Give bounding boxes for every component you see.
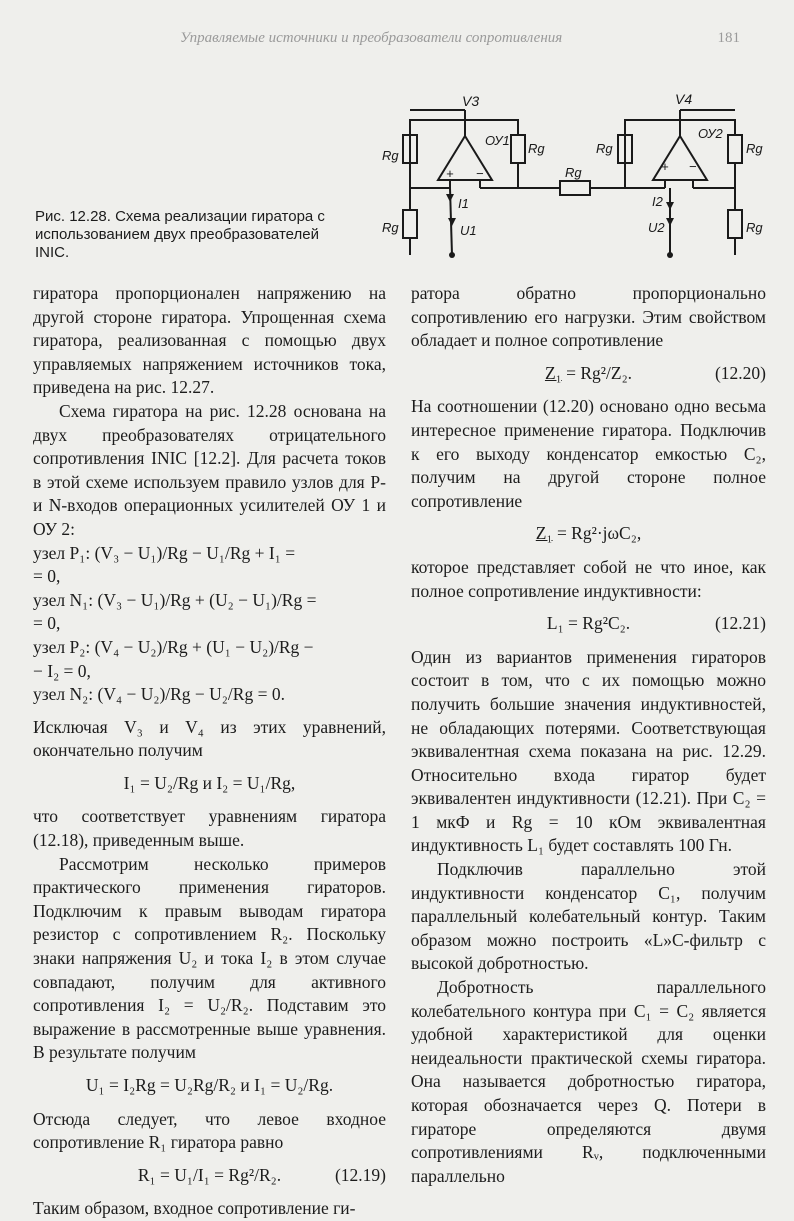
equation-text: = Rg²·jωC₂, (556, 523, 642, 544)
equation-text: R₁ = U₁/I₁ = Rg²/R₂. (137, 1164, 282, 1185)
u2-label: U2 (648, 220, 665, 235)
rg-label-left-bottom: Rg (382, 220, 399, 235)
ou1-plus-sign: + (446, 166, 454, 181)
rg-label-right-bottom: Rg (746, 220, 763, 235)
ou1-label: ОУ1 (485, 133, 510, 148)
paragraph: гиратора пропорционален напряжению на другой стороне гиратора. Упрощенная схема гиратора, реализованная с помощью двух управляемых напряжением источников тока, приведена на рис. 12.27. (33, 283, 386, 398)
paragraph: ратора обратно пропорционально сопротивлению его нагрузки. Этим свойством обладает и полное сопротивление (411, 283, 766, 351)
node-equation-p2: узел P₂: (V₄ − U₂)/Rg + (U₁ − U₂)/Rg − (33, 636, 314, 657)
equation-12-20 (411, 362, 766, 386)
paragraph: что соответствует уравнениям гиратора (12.18), приведенным выше. (33, 806, 386, 851)
equation-number: (12.20) (714, 362, 766, 383)
equation-number: (12.19) (334, 1164, 386, 1185)
i1-label: I1 (458, 196, 469, 211)
paragraph: которое представляет собой не что иное, как полное сопротивление индуктивности: (411, 556, 766, 601)
figure-caption: Рис. 12.28. Схема реализации гиратора с использованием двух преобразователей INIC. (35, 208, 325, 261)
equation-z1: Z₁ (544, 362, 562, 383)
equation-text: U₁ = I₂Rg = U₂Rg/R₂ и I₁ = U₂/Rg. (85, 1075, 334, 1095)
equation-capacitor-impedance (411, 522, 766, 546)
equation-text: L₁ = Rg²C₂. (546, 613, 631, 634)
v4-label: V4 (675, 91, 693, 107)
ou2-label: ОУ2 (698, 126, 723, 141)
left-column (33, 282, 386, 1221)
equation-currents (33, 772, 386, 796)
node-equation-n1-cont: = 0, (33, 613, 61, 634)
paragraph: Подключив параллельно этой индуктивности конденсатор C₁, получим параллельный колебательный контур. Таким образом можно построить «L»C-фильтр с высокой добротностью. (411, 859, 766, 974)
paragraph: Добротность параллельного колебательного контура при C₁ = C₂ является удобной характеристикой для оценки неидеальности практической схемы гиратора. Она называется добротностью гиратора, которая обозначается через Q. Потери в гираторе определяются двумя сопротивлениями Rᵥ, подключенными параллельно (411, 977, 766, 1186)
paragraph: Один из вариантов применения гираторов состоит в том, что с их помощью можно получить большие значения индуктивностей, не обладающих потерями. Соответствующая эквивалентная схема показана на рис. 12.29. Относительно входа гиратор будет эквивалентен индуктивности (12.21). При C₂ = 1 мкФ и Rg = 10 кОм эквивалентная индуктивность L₁ будет составлять 100 Гн. (411, 646, 766, 856)
v3-label: V3 (462, 93, 480, 109)
paragraph: Таким образом, входное сопротивление ги- (33, 1198, 356, 1219)
node-equation-p2-cont: − I₂ = 0, (33, 660, 91, 681)
equation-12-19 (33, 1164, 386, 1188)
rg-label-ou2-feedback: Rg (746, 141, 763, 156)
rg-label-series: Rg (565, 165, 582, 180)
page-number: 181 (717, 30, 740, 46)
ou2-minus-sign: − (689, 159, 697, 174)
paragraph: На соотношении (12.20) основано одно весьма интересное применение гиратора. Подключив к его выходу конденсатор емкостью C₂, получим на другой стороне полное сопротивление (411, 396, 766, 511)
node-equation-n2: узел N₂: (V₄ − U₂)/Rg − U₂/Rg = 0. (33, 684, 285, 705)
equation-number: (12.21) (714, 613, 766, 634)
running-header (180, 30, 740, 47)
paragraph: Рассмотрим несколько примеров практического применения гираторов. Подключим к правым выводам гиратора резистор с сопротивлением R₂. Поскольку знаки напряжения U₂ и тока I₂ в этом случае совпадают, получим для активного сопротивления I₂ = U₂/R₂. Подставим это выражение в рассмотренные выше уравнения. В результате получим (33, 853, 386, 1063)
gyrator-circuit-diagram (380, 90, 780, 265)
ou1-minus-sign: − (476, 166, 484, 181)
node-equation-p1: узел P₁: (V₃ − U₁)/Rg − U₁/Rg + I₁ = (33, 542, 296, 563)
rg-label-ou2-input: Rg (596, 141, 613, 156)
equation-text: I₁ = U₂/Rg и I₂ = U₁/Rg, (123, 772, 296, 793)
paragraph: Отсюда следует, что левое входное сопротивление R₁ гиратора равно (33, 1108, 386, 1153)
i2-label: I2 (652, 194, 663, 209)
rg-label-ou1-feedback: Rg (528, 141, 545, 156)
equation-z1: Z₁ (535, 523, 553, 544)
node-equation-p1-cont: = 0, (33, 566, 61, 587)
equation-12-21 (411, 612, 766, 636)
running-title: Управляемые источники и преобразователи сопротивления (180, 30, 563, 46)
node-equation-n1: узел N₁: (V₃ − U₁)/Rg + (U₂ − U₁)/Rg = (33, 589, 317, 610)
u1-label: U1 (460, 223, 477, 238)
equation-result (33, 1074, 386, 1098)
right-column (411, 282, 766, 1188)
equation-text: = Rg²/Z₂. (566, 362, 633, 383)
paragraph: Исключая V₃ и V₄ из этих уравнений, окончательно получим (33, 716, 386, 761)
rg-label-left-top: Rg (382, 148, 399, 163)
paragraph: Схема гиратора на рис. 12.28 основана на двух преобразователях отрицательного сопротивления INIC [12.2]. Для расчета токов в этой схеме используем правило узлов для P- и N-входов операционных усилителей ОУ 1 и ОУ 2: (33, 400, 386, 539)
ou2-plus-sign: + (661, 159, 669, 174)
